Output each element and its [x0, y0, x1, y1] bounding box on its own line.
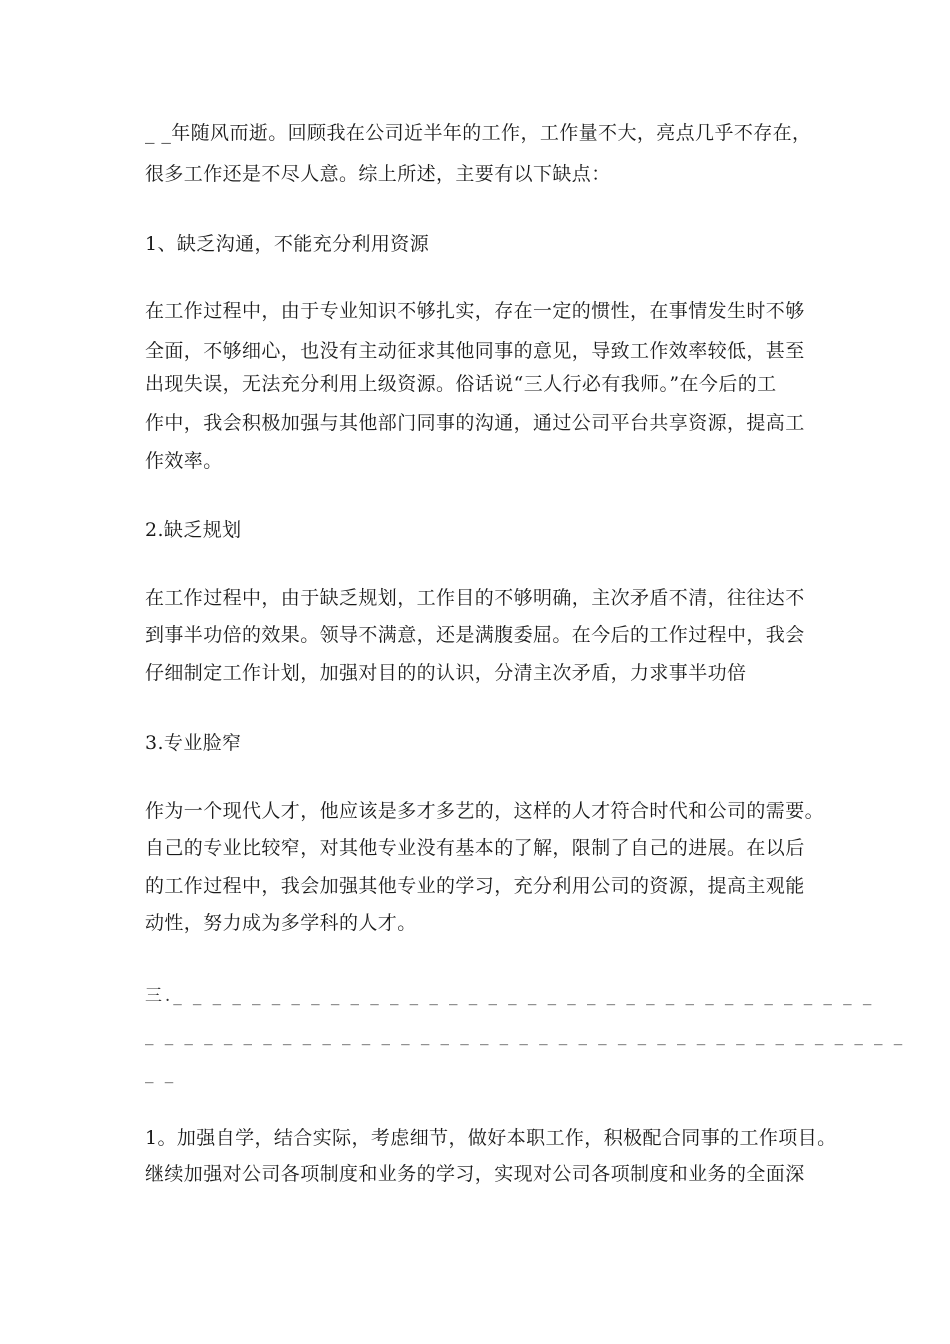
section1-line-2: 全面，不够细心，也没有主动征求其他同事的意见，导致工作效率较低，甚至: [145, 340, 805, 362]
intro-line-2: 很多工作还是不尽人意。综上所述，主要有以下缺点：: [145, 163, 611, 185]
section2-line-3: 仔细制定工作计划，加强对目的的认识，分清主次矛盾，力求事半功倍: [145, 662, 747, 684]
intro-line-1: _ _年随风而逝。回顾我在公司近半年的工作，工作量不大，亮点几乎不存在，: [145, 122, 812, 144]
part3-item1-line-1: 1。加强自学，结合实际，考虑细节，做好本职工作，积极配合同事的工作项目。: [145, 1127, 837, 1149]
section2-line-1: 在工作过程中，由于缺乏规划，工作目的不够明确，主次矛盾不清，往往达不: [145, 587, 805, 609]
section2-line-2: 到事半功倍的效果。领导不满意，还是满腹委屈。在今后的工作过程中，我会: [145, 624, 805, 646]
part3-item1-line-2: 继续加强对公司各项制度和业务的学习，实现对公司各项制度和业务的全面深: [145, 1163, 805, 1185]
section3-line-1: 作为一个现代人才，他应该是多才多艺的，这样的人才符合时代和公司的需要。: [145, 800, 825, 822]
section1-line-5: 作效率。: [145, 450, 223, 472]
section1-line-1: 在工作过程中，由于专业知识不够扎实，存在一定的惯性，在事情发生时不够: [145, 300, 805, 322]
section3-line-4: 动性，努力成为多学科的人才。: [145, 912, 417, 934]
section3-line-2: 自己的专业比较窄，对其他专业没有基本的了解，限制了自己的进展。在以后: [145, 837, 805, 859]
section3-line-3: 的工作过程中，我会加强其他专业的学习，充分利用公司的资源，提高主观能: [145, 875, 805, 897]
part3-heading-line-1: 三._ _ _ _ _ _ _ _ _ _ _ _ _ _ _ _ _ _ _ _ _ _ _ _ _ _ _ _ _ _ _ _ _ _ _ _: [145, 986, 875, 1006]
part3-heading-line-2: _ _ _ _ _ _ _ _ _ _ _ _ _ _ _ _ _ _ _ _ _ _ _ _ _ _ _ _ _ _ _ _ _ _ _ _ _ _ _: [145, 1026, 906, 1046]
part3-heading-line-3: _ _: [145, 1064, 177, 1084]
section1-line-3: 出现失误，无法充分利用上级资源。俗话说“三人行必有我师。”在今后的工: [145, 373, 777, 395]
section3-heading: 3.专业脸窄: [145, 732, 242, 754]
section1-line-4: 作中，我会积极加强与其他部门同事的沟通，通过公司平台共享资源，提高工: [145, 412, 805, 434]
section2-heading: 2.缺乏规划: [145, 519, 242, 541]
section1-heading: 1、缺乏沟通，不能充分利用资源: [145, 233, 430, 255]
